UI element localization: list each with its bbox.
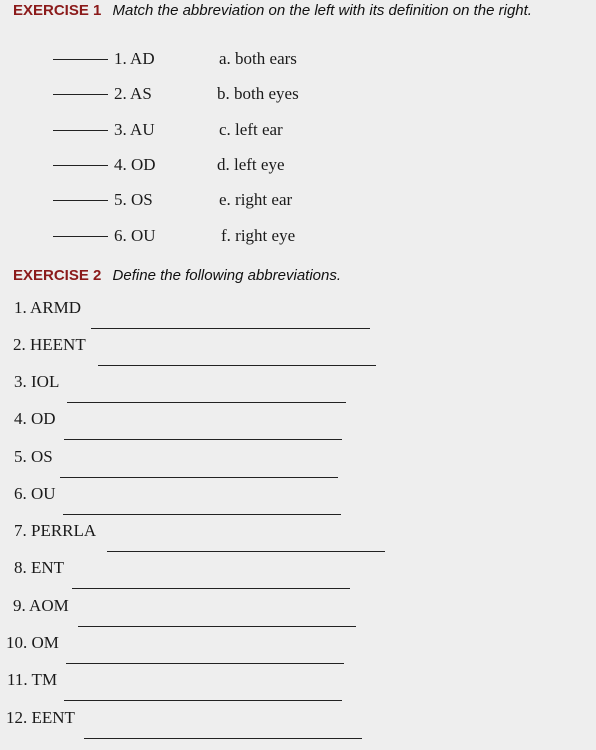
answer-line[interactable] xyxy=(84,738,362,739)
answer-line[interactable] xyxy=(107,551,385,552)
answer-line[interactable] xyxy=(72,588,350,589)
answer-blank[interactable] xyxy=(53,236,108,237)
definition-item: b. both eyes xyxy=(217,84,299,103)
answer-line[interactable] xyxy=(64,439,342,440)
abbreviation-question: 11. TM xyxy=(7,670,58,689)
exercise-2-header xyxy=(13,267,341,284)
answer-blank[interactable] xyxy=(53,94,108,95)
abbreviation-item: 6. OU xyxy=(114,226,156,245)
abbreviation-item: 1. AD xyxy=(114,49,155,68)
match-row xyxy=(0,190,400,212)
answer-line[interactable] xyxy=(66,663,344,664)
definition-item: e. right ear xyxy=(219,190,293,209)
answer-blank[interactable] xyxy=(53,165,108,166)
answer-blank[interactable] xyxy=(53,200,108,201)
exercise-1-label: EXERCISE 1 xyxy=(13,2,102,19)
answer-line[interactable] xyxy=(91,328,370,329)
abbreviation-question: 5. OS xyxy=(14,447,53,466)
abbreviation-question: 6. OU xyxy=(14,484,56,503)
abbreviation-item: 4. OD xyxy=(114,155,156,174)
abbreviation-question: 4. OD xyxy=(14,409,56,428)
answer-line[interactable] xyxy=(78,626,356,627)
abbreviation-question: 9. AOM xyxy=(13,596,69,615)
abbreviation-question: 2. HEENT xyxy=(13,335,86,354)
exercise-2-label: EXERCISE 2 xyxy=(13,267,102,284)
answer-blank[interactable] xyxy=(53,130,108,131)
match-row xyxy=(0,226,400,248)
answer-line[interactable] xyxy=(63,514,341,515)
answer-line[interactable] xyxy=(60,477,338,478)
definition-item: c. left ear xyxy=(219,120,283,139)
abbreviation-question: 8. ENT xyxy=(14,558,65,577)
exercise-1-header xyxy=(13,2,532,19)
match-row xyxy=(0,120,400,142)
answer-line[interactable] xyxy=(64,700,342,701)
abbreviation-item: 5. OS xyxy=(114,190,153,209)
definition-item: d. left eye xyxy=(217,155,285,174)
exercise-1-instruction: Match the abbreviation on the left with its definition on the right. xyxy=(112,2,532,19)
abbreviation-item: 2. AS xyxy=(114,84,152,103)
match-row xyxy=(0,155,400,177)
exercise-2-instruction: Define the following abbreviations. xyxy=(112,267,342,284)
abbreviation-question: 12. EENT xyxy=(6,708,75,727)
abbreviation-question: 7. PERRLA xyxy=(14,521,97,540)
definition-item: f. right eye xyxy=(221,226,296,245)
abbreviation-question: 10. OM xyxy=(6,633,59,652)
definition-item: a. both ears xyxy=(219,49,297,68)
answer-line[interactable] xyxy=(98,365,376,366)
answer-line[interactable] xyxy=(67,402,346,403)
abbreviation-question: 1. ARMD xyxy=(14,298,82,317)
answer-blank[interactable] xyxy=(53,59,108,60)
abbreviation-question: 3. IOL xyxy=(14,372,60,391)
match-row xyxy=(0,49,400,71)
match-row xyxy=(0,84,400,106)
abbreviation-item: 3. AU xyxy=(114,120,155,139)
